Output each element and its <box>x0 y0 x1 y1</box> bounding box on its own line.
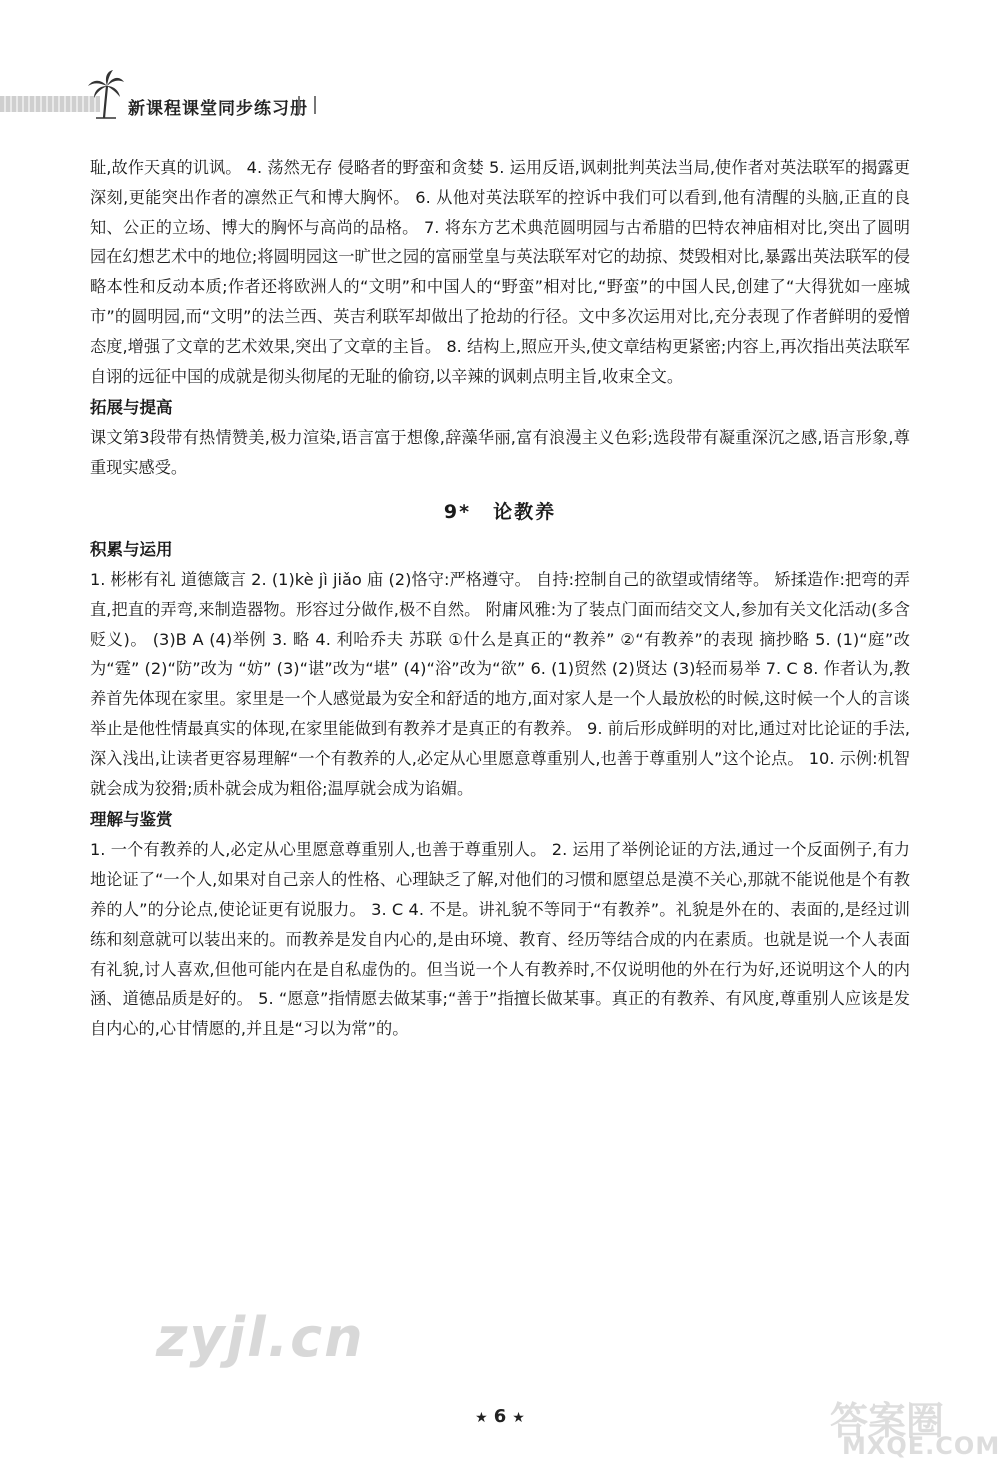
answer-paragraph-3: 1. 彬彬有礼 道德箴言 2. (1)kè jì jiǎo 庙 (2)恪守:严格遵守。 自持:控制自己的欲望或情绪等。 矫揉造作:把弯的弄直,把直的弄弯,来制造器物。形容过分做作,极不自然。 附庸风雅:为了装点门面而结交文人,参加有关文化活动(多含贬义)。 (3)B A (4)举例 3. 略 4. 利哈乔夫 苏联 ①什么是真正的“教养” ②“有教养”的表现 摘抄略 5. (1)“庭”改为“霆” (2)“防”改为 “妨” (3)“谌”改为“堪” (4)“浴”改为“欲” 6. (1)贸然 (2)贤达 (3)轻而易举 7. C 8. 作者认为,教养首先体现在家里。家里是一个人感觉最为安全和舒适的地方,面对家人是一个人最放松的时候,这时候一个人的言谈举止是他性情最真实的体现,在家里能做到有教养才是真正的有教养。 9. 前后形成鲜明的对比,通过对比论证的手法,深入浅出,让读者更容易理解“一个有教养的人,必定从心里愿意尊重别人,也善于尊重别人”这个论点。 10. 示例:机智就会成为狡猾;质朴就会成为粗俗;温厚就会成为谄媚。 <box>90 569 910 798</box>
chapter-name: 论教养 <box>493 500 557 523</box>
palm-tree-icon <box>86 70 126 120</box>
watermark-zyjl: zyjl.cn <box>156 1306 365 1369</box>
header-decor-ticks <box>298 96 316 114</box>
book-title: 新课程课堂同步练习册 <box>128 99 308 119</box>
watermark-daanquan: 答案圈 <box>830 1399 945 1443</box>
section-heading-extend: 拓展与提高 <box>90 398 173 418</box>
chapter-number: 9* <box>443 500 472 523</box>
page-number: 6 <box>493 1406 507 1427</box>
page-content <box>90 153 910 1044</box>
star-icon: ★ <box>475 1410 488 1426</box>
answer-paragraph-1: 耻,故作天真的讥讽。 4. 荡然无存 侵略者的野蛮和贪婪 5. 运用反语,讽刺批判英法当局,使作者对英法联军的揭露更深刻,更能突出作者的凛然正气和博大胸怀。 6. 从他对英法联军的控诉中我们可以看到,他有清醒的头脑,正直的良知、公正的立场、博大的胸怀与高尚的品格。 7. 将东方艺术典范圆明园与古希腊的巴特农神庙相对比,突出了圆明园在幻想艺术中的地位;将圆明园这一旷世之园的富丽堂皇与英法联军对它的劫掠、焚毁相对比,暴露出英法联军的侵略本性和反动本质;作者还将欧洲人的“文明”和中国人的“野蛮”相对比,“野蛮”的中国人民,创建了“大得犹如一座城市”的圆明园,而“文明”的法兰西、英吉利联军却做出了抢劫的行径。文中多次运用对比,充分表现了作者鲜明的爱憎态度,增强了文章的艺术效果,突出了文章的主旨。 8. 结构上,照应开头,使文章结构更紧密;内容上,再次指出英法联军自诩的远征中国的成就是彻头彻尾的无耻的偷窃,以辛辣的讽刺点明主旨,收束全文。 <box>90 158 910 386</box>
watermark-mxqe: MXQE.COM <box>842 1432 1000 1460</box>
page-header <box>0 70 1000 130</box>
section-heading-understand: 理解与鉴赏 <box>90 810 173 830</box>
answer-paragraph-2: 课文第3段带有热情赞美,极力渲染,语言富于想像,辞藻华丽,富有浪漫主义色彩;选段带有凝重深沉之感,语言形象,尊重现实感受。 <box>90 428 910 478</box>
chapter-title <box>90 497 910 527</box>
answer-paragraph-4: 1. 一个有教养的人,必定从心里愿意尊重别人,也善于尊重别人。 2. 运用了举例论证的方法,通过一个反面例子,有力地论证了“一个人,如果对自己亲人的性格、心理缺乏了解,对他们的习惯和愿望总是漠不关心,那就不能说他是个有教养的人”的分论点,使论证更有说服力。 3. C 4. 不是。讲礼貌不等同于“有教养”。礼貌是外在的、表面的,是经过训练和刻意就可以装出来的。而教养是发自内心的,是由环境、教育、经历等结合成的内在素质。也就是说一个人表面有礼貌,讨人喜欢,但他可能内在是自私虚伪的。但当说一个人有教养时,不仅说明他的外在行为好,还说明这个人的内涵、道德品质是好的。 5. “愿意”指情愿去做某事;“善于”指擅长做某事。真正的有教养、有风度,尊重别人应该是发自内心的,心甘情愿的,并且是“习以为常”的。 <box>90 840 910 1039</box>
header-decor-bar <box>0 96 100 112</box>
section-heading-accumulate: 积累与运用 <box>90 539 173 559</box>
star-icon: ★ <box>512 1410 525 1426</box>
